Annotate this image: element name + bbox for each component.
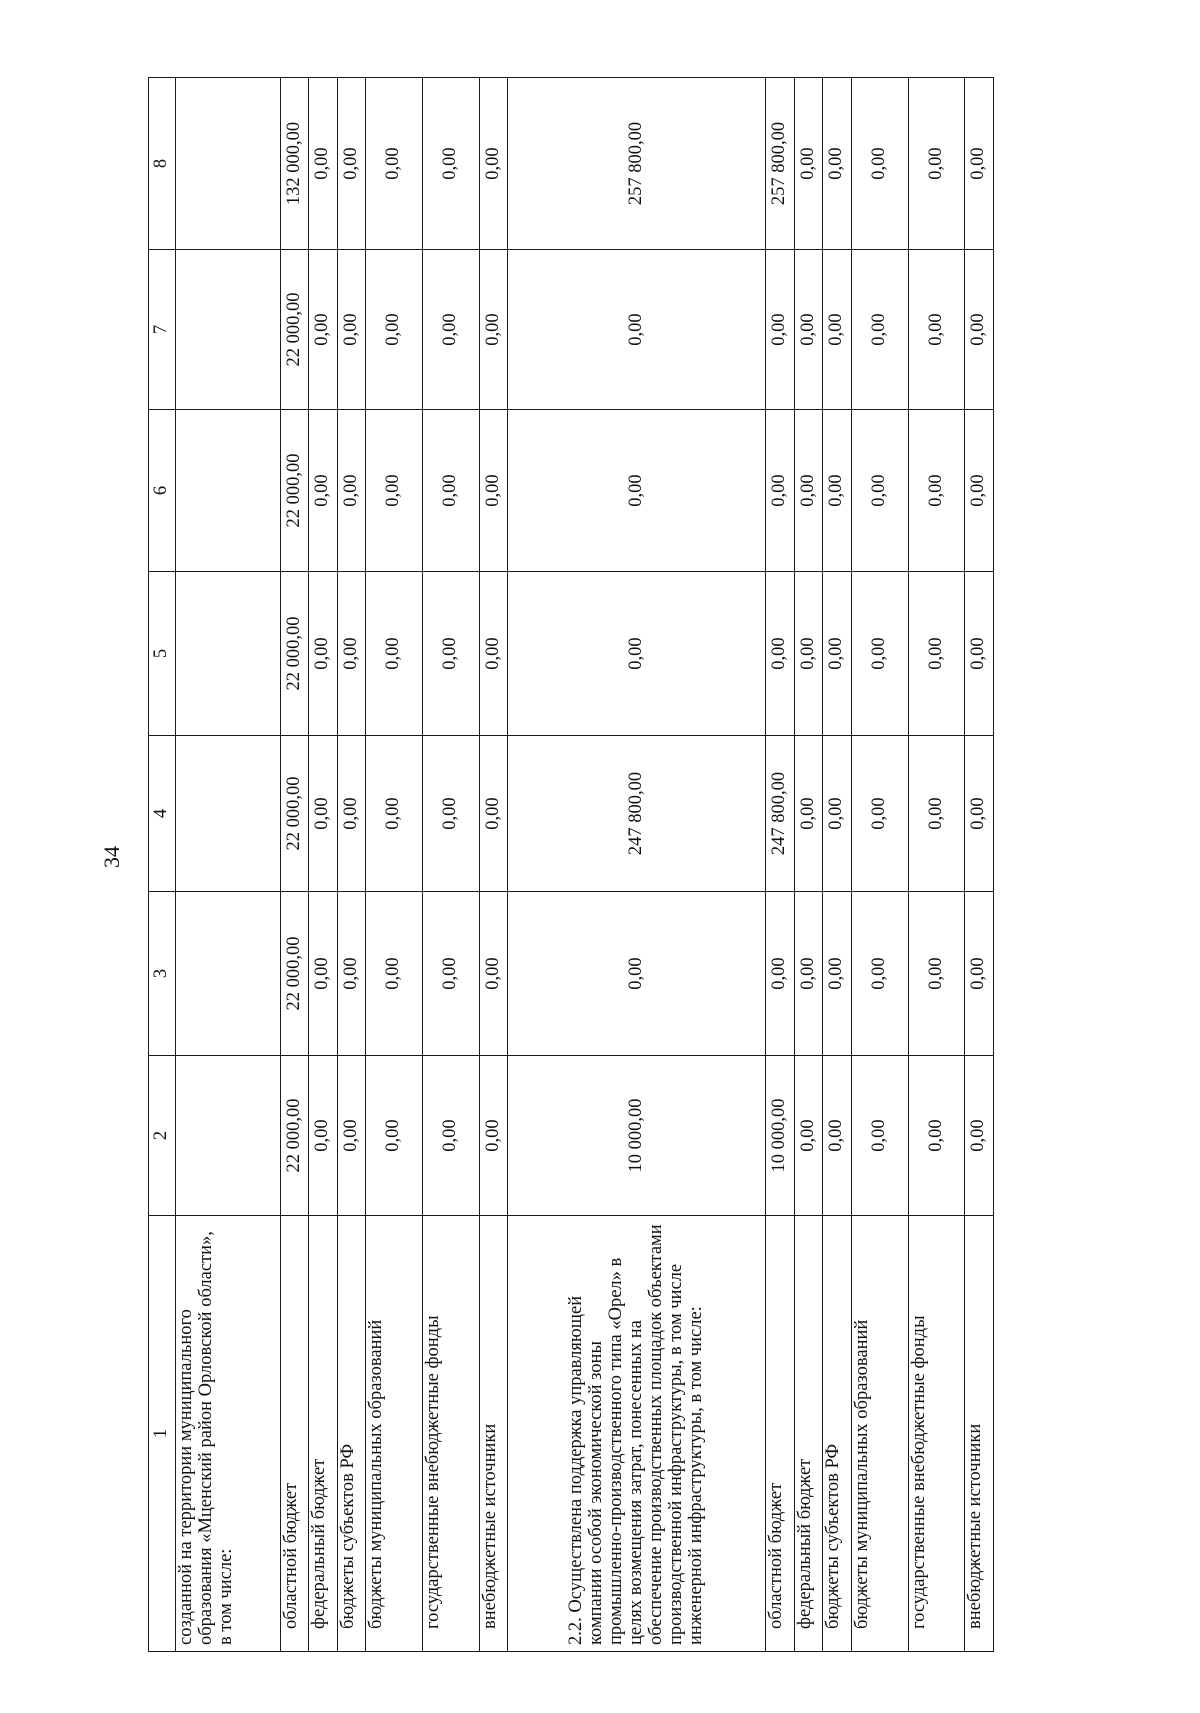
row-label: бюджеты муниципальных образований [366,1216,423,1652]
value-cell: 0,00 [766,250,794,410]
value-cell: 22 000,00 [280,410,308,572]
value-cell: 0,00 [479,1056,507,1216]
value-cell: 0,00 [366,736,423,892]
row-label: областной бюджет [280,1216,308,1652]
value-cell [176,410,281,572]
row-label: государственные внебюджетные фонды [423,1216,480,1652]
value-cell: 0,00 [823,410,851,572]
value-cell: 0,00 [851,410,908,572]
row-label: бюджеты субъектов РФ [337,1216,365,1652]
row-label: федеральный бюджет [794,1216,822,1652]
value-cell: 0,00 [965,1056,994,1216]
value-cell: 0,00 [479,736,507,892]
value-cell: 132 000,00 [280,78,308,250]
value-cell: 0,00 [479,250,507,410]
value-cell: 0,00 [766,892,794,1056]
value-cell: 0,00 [823,250,851,410]
value-cell: 0,00 [851,78,908,250]
value-cell [176,572,281,736]
value-cell: 0,00 [965,572,994,736]
value-cell: 0,00 [965,78,994,250]
column-header: 7 [149,250,176,410]
value-cell: 10 000,00 [766,1056,794,1216]
value-cell: 247 800,00 [508,736,766,892]
table-row [280,78,308,1652]
value-cell: 0,00 [423,892,480,1056]
value-cell: 0,00 [851,736,908,892]
row-label: внебюджетные источники [479,1216,507,1652]
table-row [337,78,365,1652]
value-cell: 0,00 [423,572,480,736]
value-cell: 22 000,00 [280,1056,308,1216]
value-cell: 0,00 [423,1056,480,1216]
value-cell: 0,00 [337,1056,365,1216]
value-cell: 0,00 [309,1056,337,1216]
value-cell: 0,00 [508,892,766,1056]
value-cell: 0,00 [337,410,365,572]
rotated-table-container [148,78,994,1652]
row-label: бюджеты муниципальных образований [851,1216,908,1652]
table-row [965,78,994,1652]
value-cell: 0,00 [965,736,994,892]
value-cell: 0,00 [337,250,365,410]
column-header: 1 [149,1216,176,1652]
value-cell: 0,00 [337,736,365,892]
value-cell: 0,00 [965,892,994,1056]
value-cell: 0,00 [423,78,480,250]
row-label: федеральный бюджет [309,1216,337,1652]
value-cell: 257 800,00 [766,78,794,250]
value-cell: 0,00 [794,78,822,250]
value-cell: 22 000,00 [280,892,308,1056]
value-cell: 0,00 [366,892,423,1056]
value-cell: 257 800,00 [508,78,766,250]
value-cell: 0,00 [794,572,822,736]
column-header: 5 [149,572,176,736]
value-cell: 0,00 [309,410,337,572]
value-cell [176,892,281,1056]
value-cell: 0,00 [766,572,794,736]
value-cell: 0,00 [794,250,822,410]
value-cell: 0,00 [851,572,908,736]
value-cell: 0,00 [823,892,851,1056]
value-cell: 0,00 [908,410,965,572]
value-cell: 0,00 [309,78,337,250]
value-cell: 0,00 [908,892,965,1056]
value-cell: 0,00 [423,736,480,892]
table-row [423,78,480,1652]
value-cell: 0,00 [309,250,337,410]
value-cell: 0,00 [423,250,480,410]
row-label: областной бюджет [766,1216,794,1652]
value-cell [176,78,281,250]
value-cell: 0,00 [908,1056,965,1216]
column-header: 4 [149,736,176,892]
table-row [366,78,423,1652]
value-cell: 0,00 [423,410,480,572]
value-cell: 0,00 [508,410,766,572]
value-cell: 22 000,00 [280,572,308,736]
column-header: 2 [149,1056,176,1216]
value-cell: 0,00 [794,736,822,892]
row-label: внебюджетные источники [965,1216,994,1652]
value-cell: 0,00 [965,250,994,410]
value-cell: 0,00 [366,1056,423,1216]
value-cell: 0,00 [908,572,965,736]
value-cell: 22 000,00 [280,736,308,892]
value-cell: 22 000,00 [280,250,308,410]
table-row [309,78,337,1652]
table-row [766,78,794,1652]
value-cell: 0,00 [908,250,965,410]
row-label: бюджеты субъектов РФ [823,1216,851,1652]
value-cell [176,250,281,410]
value-cell: 0,00 [794,410,822,572]
value-cell: 0,00 [366,78,423,250]
table-row [908,78,965,1652]
value-cell: 0,00 [366,572,423,736]
value-cell: 0,00 [908,78,965,250]
value-cell: 0,00 [337,892,365,1056]
table-row [823,78,851,1652]
header-row [149,78,176,1652]
value-cell: 247 800,00 [766,736,794,892]
value-cell: 0,00 [508,572,766,736]
value-cell: 0,00 [337,572,365,736]
value-cell: 0,00 [337,78,365,250]
row-label: государственные внебюджетные фонды [908,1216,965,1652]
value-cell: 0,00 [766,410,794,572]
row-label: созданной на территории муниципального образования «Мценский район Орловской области», в том числе: [176,1216,281,1652]
page-number: 34 [99,846,124,868]
value-cell: 0,00 [908,736,965,892]
value-cell: 0,00 [479,572,507,736]
value-cell: 0,00 [366,410,423,572]
table-body [176,78,994,1652]
value-cell: 0,00 [851,250,908,410]
column-header: 3 [149,892,176,1056]
value-cell: 0,00 [823,78,851,250]
value-cell: 0,00 [794,892,822,1056]
value-cell: 0,00 [823,572,851,736]
value-cell: 0,00 [823,1056,851,1216]
value-cell: 0,00 [309,572,337,736]
value-cell: 0,00 [508,250,766,410]
value-cell: 0,00 [479,892,507,1056]
value-cell: 10 000,00 [508,1056,766,1216]
table-row [851,78,908,1652]
column-header: 8 [149,78,176,250]
value-cell: 0,00 [851,1056,908,1216]
value-cell [176,1056,281,1216]
value-cell: 0,00 [851,892,908,1056]
table-row [176,78,281,1652]
value-cell: 0,00 [965,410,994,572]
value-cell: 0,00 [479,78,507,250]
column-header: 6 [149,410,176,572]
value-cell: 0,00 [823,736,851,892]
value-cell: 0,00 [479,410,507,572]
row-label: 2.2. Осуществлена поддержка управляющей компании особой экономической зоны промышленно-производственного типа «Орел» в целях возмещения затрат, понесенных на обеспечение производственных площадок объектами производственной инфраструктуры, в том числе инженерной инфраструктуры, в том числе: [508,1216,766,1652]
value-cell [176,736,281,892]
value-cell: 0,00 [309,892,337,1056]
budget-table [148,77,994,1652]
value-cell: 0,00 [794,1056,822,1216]
value-cell: 0,00 [309,736,337,892]
table-row [479,78,507,1652]
table-row [794,78,822,1652]
table-row [508,78,766,1652]
value-cell: 0,00 [366,250,423,410]
